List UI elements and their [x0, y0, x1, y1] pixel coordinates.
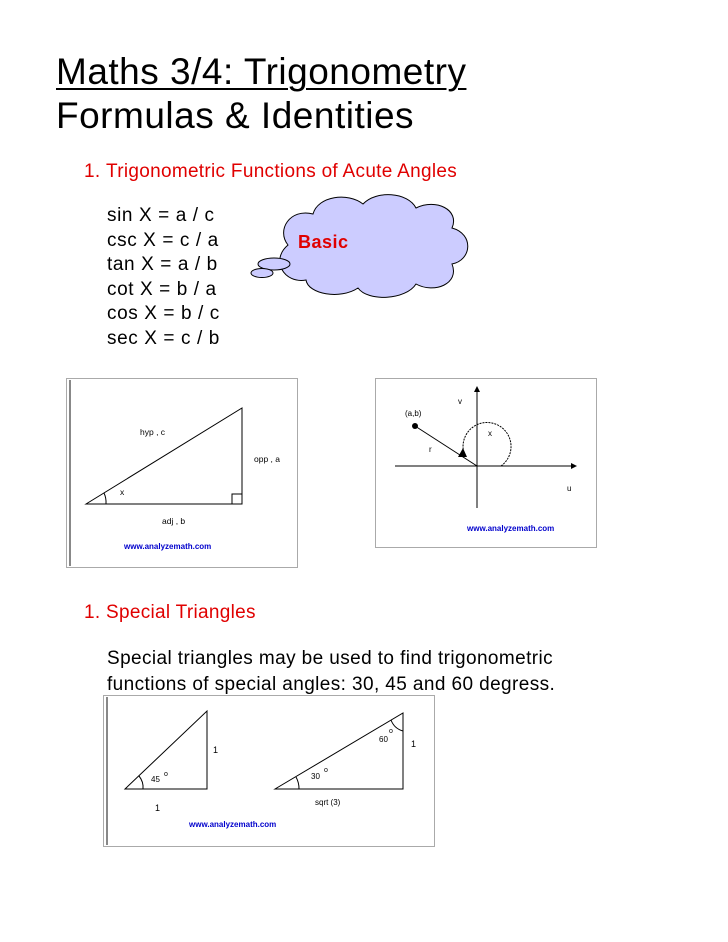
right-triangle-figure — [66, 378, 298, 568]
u-axis-label: u — [567, 484, 572, 493]
tri2-base-label: sqrt (3) — [315, 798, 341, 807]
section-heading-special-triangles — [84, 601, 256, 625]
formula-cot: cot X = b / a — [107, 278, 217, 300]
tri2-degree-bottom: o — [324, 767, 328, 774]
coordinate-angle-figure — [375, 378, 597, 548]
tri2-angle-top-label: 60 — [379, 735, 388, 744]
angle-x-label-2: x — [488, 429, 492, 438]
title-line-2: Formulas & Identities — [56, 95, 415, 136]
url-label: www.analyzemath.com — [124, 542, 212, 551]
r-label: r — [429, 445, 432, 454]
section-title: Trigonometric Functions of Acute Angles — [106, 161, 458, 182]
formula-cos: cos X = b / c — [107, 303, 220, 324]
special-triangles-figure — [103, 695, 435, 847]
tri1-base-label: 1 — [155, 803, 161, 813]
tri1-degree: o — [164, 771, 168, 778]
point-label: (a,b) — [405, 409, 422, 418]
section-number: 1. — [84, 161, 101, 182]
tri2-degree-top: o — [389, 728, 393, 735]
formula-csc: csc X = c / a — [107, 229, 219, 251]
section-title-2: Special Triangles — [106, 602, 256, 623]
adj-label: adj , b — [162, 516, 186, 526]
hyp-label: hyp , c — [140, 427, 166, 437]
tri2-angle-bottom-label: 30 — [311, 772, 320, 781]
formula-sin: sin X = a / c — [107, 205, 215, 226]
formula-list — [107, 204, 220, 351]
page-title — [56, 50, 466, 138]
paragraph-line-1: Special triangles may be used to find trigonometric — [107, 648, 554, 669]
v-axis-label: v — [458, 397, 462, 406]
formula-tan: tan X = a / b — [107, 254, 218, 275]
tri1-side-label: 1 — [213, 745, 219, 755]
opp-label: opp , a — [254, 454, 280, 464]
section-heading-acute-angles — [84, 160, 457, 184]
url-label-3: www.analyzemath.com — [189, 820, 277, 829]
angle-x-label: x — [120, 487, 125, 497]
thought-cloud — [248, 190, 488, 305]
url-label-2: www.analyzemath.com — [467, 524, 555, 533]
cloud-label: Basic — [298, 232, 349, 252]
special-triangles-paragraph — [107, 646, 555, 698]
title-line-1: Maths 3/4: Trigonometry — [56, 51, 467, 92]
formula-sec: sec X = c / b — [107, 327, 220, 349]
section-number-2: 1. — [84, 602, 101, 623]
tri2-side-label: 1 — [411, 739, 417, 749]
tri1-angle-label: 45 — [151, 775, 160, 784]
paragraph-line-2: functions of special angles: 30, 45 and 60 degress. — [107, 674, 556, 695]
